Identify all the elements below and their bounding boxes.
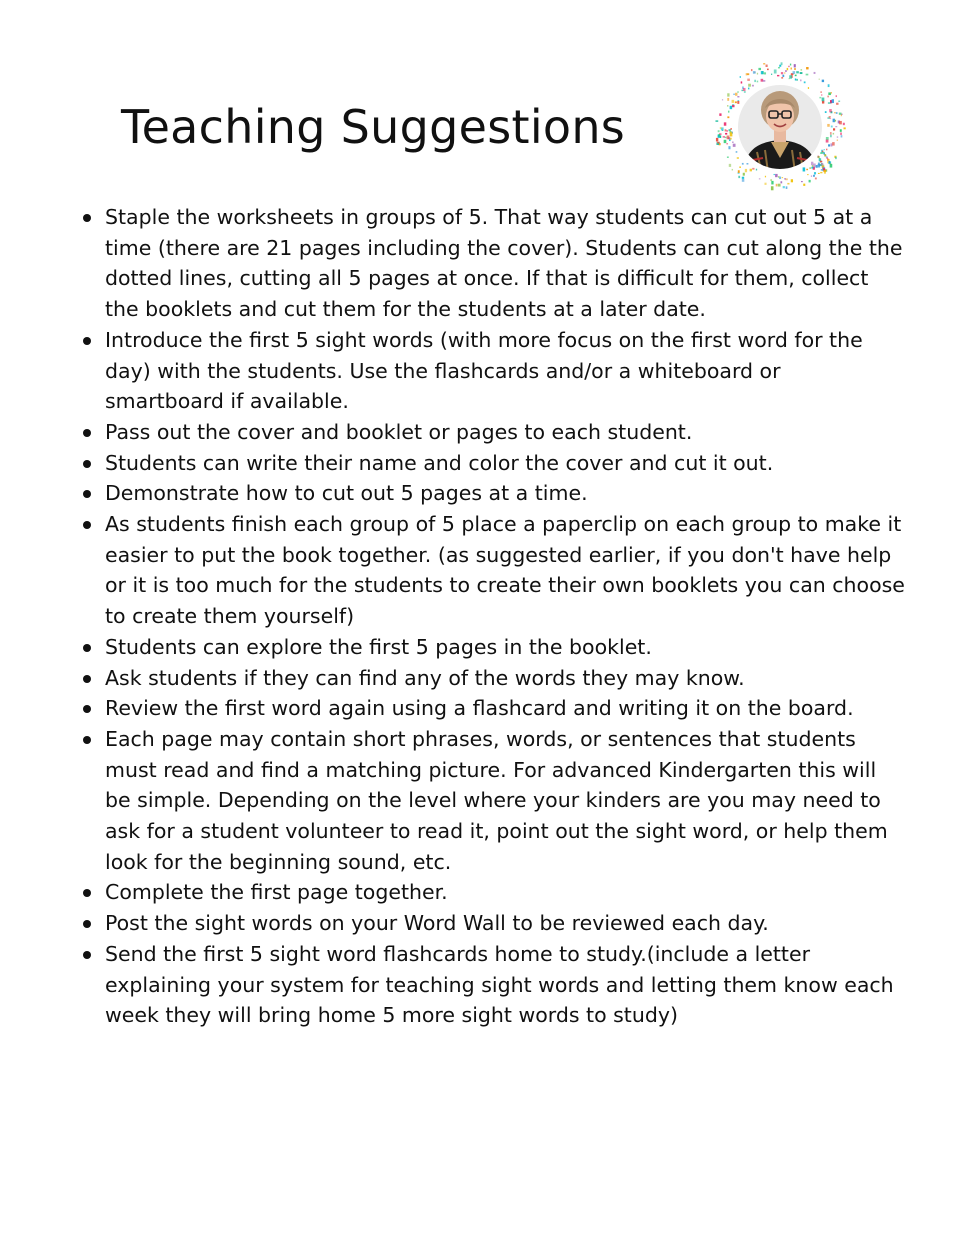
confetti-dot: [778, 67, 780, 68]
confetti-dot: [782, 75, 784, 77]
confetti-dot: [739, 166, 741, 167]
confetti-dot: [783, 186, 785, 188]
confetti-dot: [822, 80, 824, 82]
confetti-dot: [777, 75, 779, 76]
confetti-dot: [811, 162, 813, 166]
confetti-dot: [812, 165, 813, 166]
confetti-dot: [732, 142, 733, 143]
confetti-dot: [808, 87, 809, 89]
confetti-dot: [738, 176, 740, 178]
confetti-dot: [741, 81, 743, 83]
confetti-dot: [745, 169, 747, 172]
confetti-dot: [748, 88, 749, 90]
list-item: Demonstrate how to cut out 5 pages at a time.: [105, 478, 905, 509]
portrait-figure: [733, 80, 827, 174]
confetti-dot: [832, 142, 835, 145]
confetti-dot: [822, 151, 824, 152]
confetti-dot: [742, 177, 744, 179]
confetti-dot: [833, 119, 835, 123]
confetti-dot: [828, 102, 831, 104]
confetti-dot: [776, 184, 778, 187]
confetti-dot: [829, 116, 831, 118]
confetti-dot: [800, 79, 801, 81]
confetti-dot: [815, 178, 817, 180]
confetti-dot: [832, 99, 834, 103]
confetti-dot: [743, 88, 745, 91]
confetti-dot: [747, 79, 750, 81]
confetti-dot: [835, 126, 837, 127]
confetti-dot: [793, 71, 796, 74]
confetti-dot: [838, 101, 840, 102]
confetti-dot: [750, 169, 752, 172]
confetti-dot: [830, 118, 831, 119]
confetti-dot: [727, 116, 729, 118]
confetti-dot: [737, 101, 739, 104]
confetti-dot: [737, 96, 739, 97]
confetti-dot: [828, 144, 830, 146]
confetti-dot: [727, 156, 729, 158]
confetti-dot: [813, 175, 815, 177]
list-item: Complete the first page together.: [105, 877, 905, 908]
confetti-dot: [720, 127, 722, 129]
confetti-dot: [820, 172, 822, 173]
confetti-dot: [839, 121, 842, 124]
confetti-dot: [732, 105, 735, 107]
confetti-dot: [826, 149, 827, 151]
list-item: Review the first word again using a flashcard and writing it on the board.: [105, 693, 905, 724]
confetti-dot: [738, 170, 740, 173]
confetti-dot: [727, 105, 728, 106]
confetti-dot: [831, 92, 832, 93]
confetti-dot: [722, 99, 723, 100]
author-portrait-icon: [713, 60, 847, 194]
confetti-dot: [791, 179, 793, 182]
list-item: Introduce the first 5 sight words (with more focus on the first word for the day) with the students. Use the flashcards and/or a whiteboard or smartboard if available.: [105, 325, 905, 417]
confetti-dot: [764, 72, 766, 74]
confetti-dot: [836, 103, 838, 105]
list-item: Each page may contain short phrases, words, or sentences that students must read and find a matching picture. For advanced Kindergarten this will be simple. Depending on the level where your kinders are you may need to ask for a student volunteer to read it, point out the sight word, or help them look for the beginning sound, etc.: [105, 724, 905, 878]
confetti-dot: [718, 134, 720, 136]
confetti-dot: [778, 184, 781, 187]
confetti-dot: [786, 186, 788, 189]
confetti-dot: [825, 155, 826, 156]
confetti-dot: [843, 123, 845, 125]
confetti-dot: [811, 167, 813, 169]
list-item: Students can write their name and color the cover and cut it out.: [105, 448, 905, 479]
confetti-dot: [758, 68, 761, 70]
confetti-dot: [837, 136, 838, 137]
confetti-dot: [831, 126, 833, 128]
confetti-dot: [766, 65, 768, 67]
confetti-dot: [737, 157, 739, 158]
confetti-dot: [771, 186, 774, 190]
list-item: Students can explore the first 5 pages in the booklet.: [105, 632, 905, 663]
confetti-dot: [834, 112, 835, 113]
confetti-dot: [816, 165, 818, 168]
confetti-dot: [737, 92, 738, 93]
confetti-dot: [747, 73, 749, 75]
author-avatar: [713, 60, 847, 194]
confetti-dot: [787, 183, 789, 185]
confetti-dot: [796, 71, 799, 73]
confetti-dot: [835, 120, 836, 122]
confetti-dot: [763, 63, 765, 64]
confetti-dot: [754, 80, 755, 82]
confetti-dot: [742, 179, 745, 182]
list-item: Post the sight words on your Word Wall to be reviewed each day.: [105, 908, 905, 939]
confetti-dot: [729, 129, 731, 131]
confetti-dot: [833, 133, 834, 135]
confetti-dot: [771, 181, 773, 185]
confetti-dot: [765, 176, 766, 178]
confetti-dot: [820, 152, 823, 154]
confetti-dot: [726, 130, 727, 132]
confetti-dot: [803, 167, 806, 171]
confetti-dot: [770, 179, 772, 180]
confetti-dot: [795, 78, 796, 80]
confetti-dot: [801, 69, 803, 71]
confetti-dot: [830, 143, 832, 146]
confetti-dot: [779, 177, 781, 179]
confetti-dot: [794, 64, 796, 67]
confetti-dot: [787, 68, 789, 70]
confetti-dot: [827, 96, 829, 98]
confetti-dot: [719, 113, 721, 116]
confetti-dot: [728, 146, 730, 149]
confetti-dot: [833, 128, 835, 130]
confetti-dot: [804, 81, 806, 83]
confetti-dot: [748, 84, 751, 87]
page-title: Teaching Suggestions: [121, 100, 626, 154]
confetti-dot: [727, 98, 729, 101]
confetti-dot: [732, 100, 735, 103]
confetti-dot: [774, 69, 777, 73]
confetti-dot: [840, 132, 842, 134]
confetti-dot: [820, 91, 822, 92]
confetti-dot: [836, 95, 837, 97]
confetti-dot: [809, 167, 811, 168]
confetti-dot: [728, 111, 729, 113]
confetti-dot: [735, 101, 737, 103]
confetti-dot: [835, 157, 837, 159]
confetti-dot: [771, 74, 772, 75]
confetti-dot: [763, 80, 766, 82]
list-item: Send the first 5 sight word flashcards home to study.(include a letter explaining your system for teaching sight words and letting them know each week they will bring home 5 more sight words to study): [105, 939, 905, 1031]
confetti-dot: [826, 140, 829, 143]
list-item: As students finish each group of 5 place a paperclip on each group to make it easier to put the book together. (as suggested earlier, if you don't have help or it is too much for the students to create their own booklets you can choose to create them yourself): [105, 509, 905, 632]
confetti-dot: [825, 111, 827, 113]
confetti-dot: [819, 97, 821, 99]
confetti-dot: [814, 72, 816, 74]
confetti-dot: [729, 139, 731, 141]
confetti-dot: [830, 135, 832, 138]
confetti-dot: [752, 168, 754, 170]
confetti-dot: [807, 174, 809, 175]
confetti-dot: [821, 95, 822, 96]
confetti-dot: [820, 161, 822, 163]
confetti-dot: [761, 71, 763, 74]
confetti-dot: [809, 180, 811, 183]
confetti-dot: [789, 75, 792, 78]
confetti-dot: [718, 130, 720, 132]
suggestion-list: [105, 202, 905, 1031]
confetti-dot: [764, 183, 766, 185]
confetti-dot: [742, 163, 744, 165]
confetti-dot: [759, 178, 761, 179]
confetti-dot: [727, 136, 730, 140]
confetti-dot: [781, 72, 783, 74]
confetti-dot: [740, 76, 741, 78]
confetti-dot: [784, 178, 786, 180]
confetti-dot: [788, 66, 789, 67]
confetti-dot: [730, 106, 733, 109]
confetti-dot: [817, 156, 820, 158]
confetti-dot: [794, 68, 796, 70]
confetti-dot: [796, 79, 798, 81]
confetti-dot: [800, 72, 803, 74]
confetti-dot: [828, 84, 830, 87]
confetti-dot: [725, 129, 727, 131]
confetti-dot: [814, 172, 816, 174]
confetti-dot: [790, 64, 791, 66]
confetti-dot: [773, 174, 774, 175]
confetti-dot: [753, 71, 756, 74]
list-item: Staple the worksheets in groups of 5. That way students can cut out 5 at a time (there are 21 pages including the cover). Students can cut along the the dotted lines, cutting all 5 pages at once. If that is difficult for them, collect the booklets and cut them for the students at a later date.: [105, 202, 905, 325]
confetti-dot: [735, 93, 737, 96]
confetti-dot: [752, 85, 754, 87]
confetti-dot: [757, 81, 759, 83]
confetti-dot: [806, 67, 808, 69]
confetti-dot: [781, 62, 783, 65]
confetti-dot: [782, 177, 783, 178]
confetti-dot: [822, 98, 825, 102]
confetti-dot: [785, 70, 787, 72]
list-item: Ask students if they can find any of the words they may know.: [105, 663, 905, 694]
confetti-dot: [726, 143, 728, 144]
confetti-dot: [775, 174, 778, 177]
confetti-dot: [824, 171, 826, 174]
confetti-dot: [729, 164, 731, 167]
confetti-dot: [801, 181, 803, 182]
confetti-dot: [784, 72, 786, 73]
confetti-dot: [767, 69, 769, 71]
confetti-dot: [818, 173, 820, 174]
confetti-dot: [781, 181, 783, 183]
confetti-dot: [806, 74, 809, 76]
confetti-dot: [736, 151, 738, 153]
confetti-dot: [819, 79, 820, 80]
confetti-dot: [743, 173, 745, 176]
confetti-dot: [830, 132, 832, 135]
confetti-dot: [724, 140, 727, 143]
confetti-dot: [733, 94, 734, 95]
confetti-dot: [778, 176, 779, 178]
confetti-dot: [724, 122, 726, 125]
confetti-dot: [841, 135, 843, 137]
confetti-dot: [747, 163, 749, 164]
confetti-dot: [727, 93, 729, 96]
confetti-dot: [717, 142, 719, 144]
confetti-dot: [744, 91, 746, 92]
confetti-dot: [715, 120, 718, 122]
confetti-dot: [827, 157, 828, 158]
confetti-dot: [828, 92, 831, 95]
confetti-dot: [818, 163, 820, 166]
confetti-dot: [733, 144, 736, 147]
confetti-dot: [827, 124, 830, 127]
confetti-dot: [795, 75, 797, 77]
confetti-dot: [829, 109, 832, 112]
list-item: Pass out the cover and booklet or pages to each student.: [105, 417, 905, 448]
confetti-dot: [811, 175, 812, 176]
confetti-dot: [836, 112, 838, 114]
confetti-dot: [730, 132, 733, 136]
confetti-dot: [841, 114, 842, 116]
confetti-dot: [716, 138, 718, 142]
confetti-dot: [840, 129, 842, 132]
confetti-dot: [725, 133, 727, 135]
confetti-dot: [790, 68, 792, 70]
confetti-dot: [830, 164, 833, 168]
confetti-dot: [824, 149, 825, 150]
confetti-dot: [806, 169, 808, 170]
confetti-dot: [781, 77, 783, 79]
confetti-dot: [732, 169, 733, 171]
confetti-dot: [723, 136, 725, 138]
confetti-dot: [803, 184, 805, 186]
confetti-dot: [813, 163, 815, 167]
confetti-dot: [756, 169, 757, 171]
confetti-dot: [757, 73, 758, 75]
confetti-dot: [844, 127, 846, 129]
confetti-dot: [837, 140, 838, 141]
confetti-dot: [751, 69, 753, 71]
